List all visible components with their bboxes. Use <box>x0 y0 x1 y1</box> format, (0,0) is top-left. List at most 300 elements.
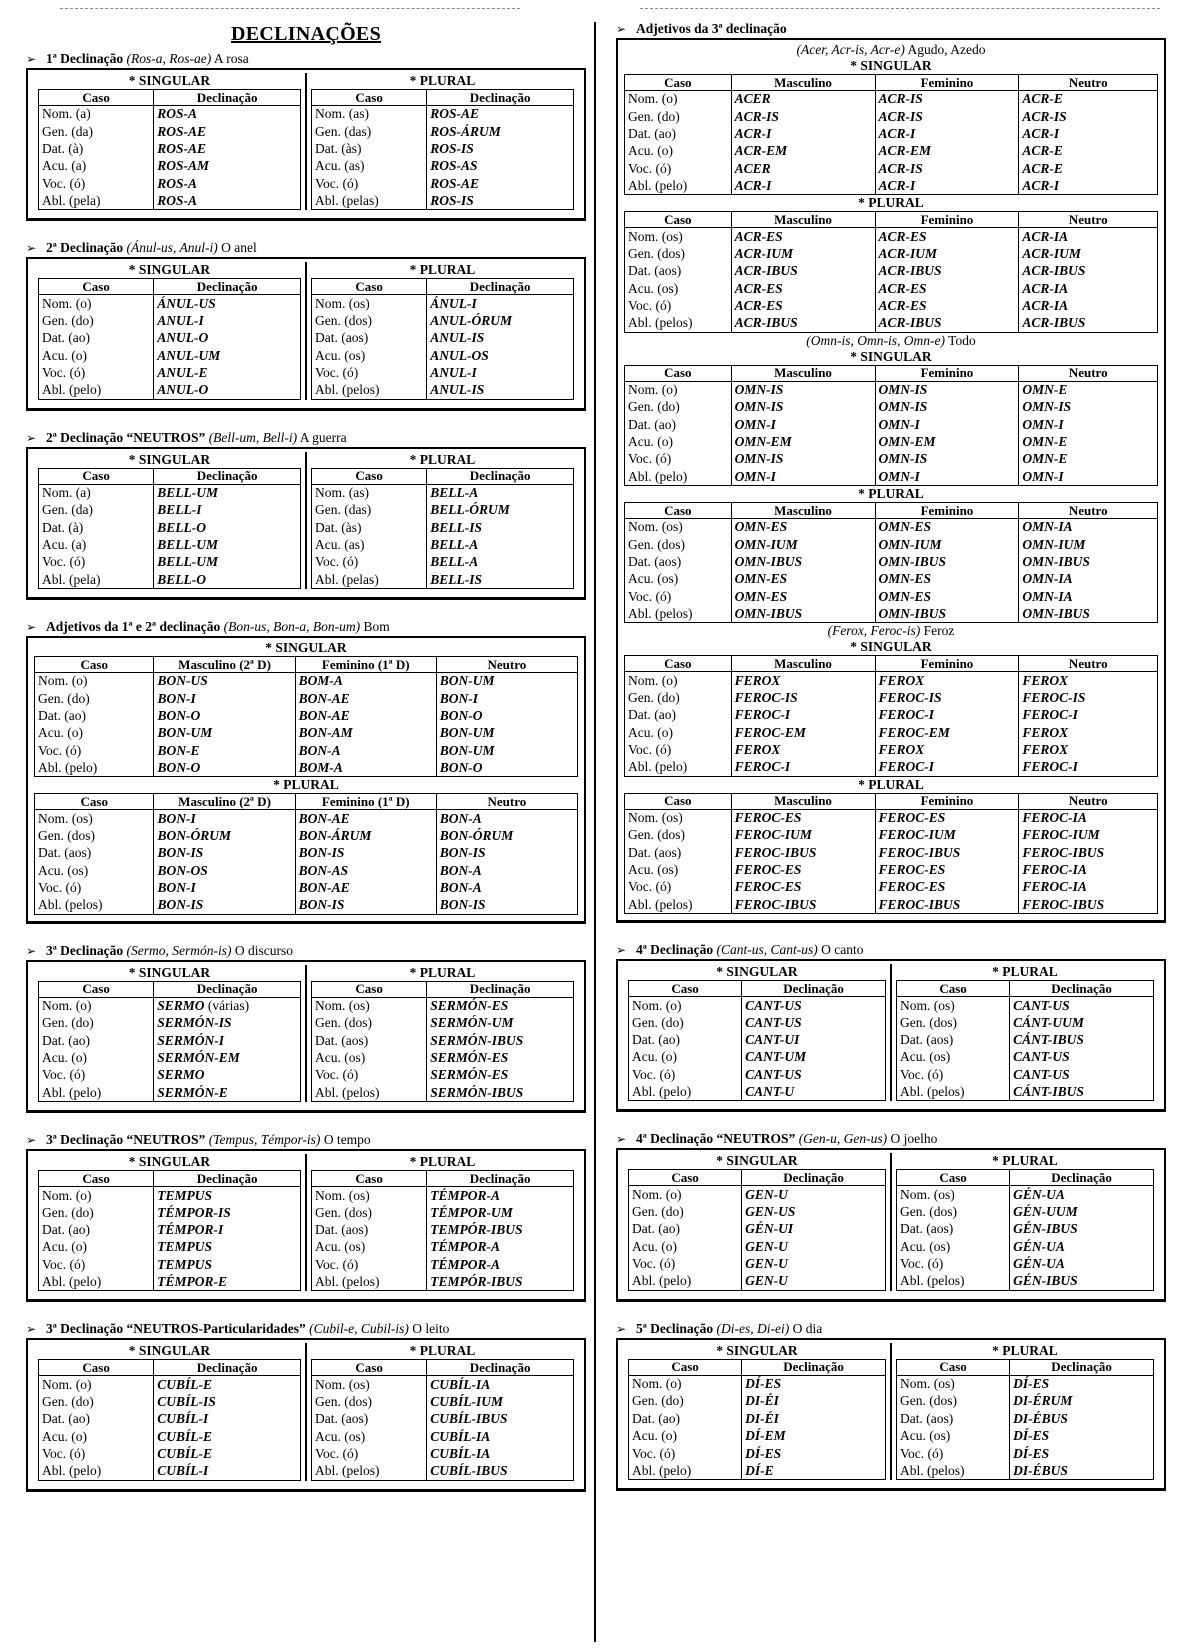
adjective-box <box>26 636 586 924</box>
table-row <box>312 140 574 157</box>
form-cell: DI-ÉI <box>742 1393 886 1410</box>
table-row <box>629 1255 886 1272</box>
col-header: Caso <box>625 212 732 228</box>
form-cell: OMN-IS <box>1019 399 1158 416</box>
section-adj12 <box>26 618 586 924</box>
section-d5 <box>616 1320 1166 1491</box>
number-label: * PLURAL <box>409 451 476 467</box>
col-header-declinacao: Declinação <box>1010 1170 1154 1186</box>
table-row <box>312 1445 574 1462</box>
plural-half <box>892 964 1158 1101</box>
form-cell: OMN-E <box>1019 433 1158 450</box>
page-title: DECLINAÇÕES <box>231 23 381 45</box>
form-cell: CANT-US <box>742 1014 886 1031</box>
table-row <box>897 1203 1154 1220</box>
case-cell: Nom. (o) <box>39 1376 154 1393</box>
case-cell: Voc. (ó) <box>625 160 732 177</box>
table-row <box>897 1066 1154 1083</box>
form-cell: ACR-IBUS <box>875 263 1019 280</box>
col-header: Feminino <box>875 212 1019 228</box>
form-cell: OMN-IS <box>731 381 875 398</box>
plural-half <box>307 452 578 589</box>
top-scan-line-right <box>640 8 1160 9</box>
number-label: * PLURAL <box>992 1153 1058 1169</box>
col-header-declinacao: Declinação <box>154 981 301 997</box>
singular-plural-pair <box>34 262 578 399</box>
spacer <box>616 1306 1166 1320</box>
number-label: * PLURAL <box>409 1343 476 1359</box>
case-cell: Gen. (do) <box>625 108 732 125</box>
table-row <box>625 827 1158 844</box>
form-cell: TÉMPOR-A <box>427 1187 574 1204</box>
table-row <box>39 1428 301 1445</box>
declension-name: 2ª Declinação <box>46 240 124 256</box>
form-cell: ACR-EM <box>731 143 875 160</box>
form-cell: CANT-US <box>742 997 886 1014</box>
table-row <box>625 297 1158 314</box>
case-table <box>311 981 574 1102</box>
number-label: * SINGULAR <box>716 964 798 980</box>
case-cell: Gen. (dos) <box>312 1015 427 1032</box>
table-row <box>312 1256 574 1273</box>
case-cell: Voc. (ó) <box>39 1256 154 1273</box>
form-cell: FEROC-ES <box>875 879 1019 896</box>
singular-table <box>38 452 301 589</box>
form-cell: CÁNT-IBUS <box>1010 1084 1154 1101</box>
case-cell: Dat. (ao) <box>35 707 154 724</box>
adjective-subheading <box>624 42 1158 58</box>
form-cell: ANUL-IS <box>427 382 574 399</box>
declension-box <box>26 68 586 221</box>
col-header-declinacao: Declinação <box>742 1359 886 1375</box>
declension-meaning: O canto <box>821 942 864 958</box>
case-cell: Abl. (pelos) <box>625 605 732 622</box>
form-cell: GÉN-UA <box>1010 1186 1154 1203</box>
section-heading <box>616 1130 1166 1148</box>
case-cell: Abl. (pelo) <box>39 1274 154 1291</box>
column-divider <box>594 22 596 1642</box>
col-header: Feminino <box>875 656 1019 672</box>
singular-plural-pair <box>624 964 1158 1101</box>
table-row <box>35 707 578 724</box>
table-row <box>312 382 574 399</box>
table-row <box>312 1428 574 1445</box>
bullet-arrow-icon: ➢ <box>616 1132 627 1147</box>
table-row <box>39 1393 301 1410</box>
case-cell: Acu. (os) <box>312 1049 427 1066</box>
table-row <box>629 1066 886 1083</box>
col-header: Neutro <box>1019 212 1158 228</box>
declension-name: Adjetivos da 3ª declinação <box>636 21 787 36</box>
case-cell: Acu. (os) <box>312 1239 427 1256</box>
table-row <box>629 1462 886 1479</box>
case-cell: Voc. (ó) <box>39 554 154 571</box>
table-row <box>312 330 574 347</box>
case-cell: Nom. (os) <box>35 810 154 827</box>
declension-box <box>26 1149 586 1302</box>
form-cell: OMN-ES <box>875 519 1019 536</box>
form-cell: ACR-E <box>1019 143 1158 160</box>
form-cell: BON-IS <box>154 845 295 862</box>
declension-box <box>616 1338 1166 1491</box>
form-cell: SERMÓN-ES <box>427 1049 574 1066</box>
form-cell: FEROC-ES <box>731 861 875 878</box>
spacer <box>26 1496 586 1510</box>
form-cell: OMN-I <box>731 416 875 433</box>
case-cell: Dat. (aos) <box>35 845 154 862</box>
table-row <box>39 1015 301 1032</box>
form-cell: CANT-US <box>742 1066 886 1083</box>
form-cell: ACR-IUM <box>731 245 875 262</box>
declension-meaning: Bom <box>363 619 390 635</box>
form-cell: FEROX <box>1019 724 1158 741</box>
form-cell: FEROX <box>875 672 1019 689</box>
table-header-row <box>625 656 1158 672</box>
col-header-declinacao: Declinação <box>154 279 301 295</box>
table-row <box>625 844 1158 861</box>
case-cell: Gen. (do) <box>625 689 732 706</box>
table-row <box>312 1411 574 1428</box>
singular-table <box>38 965 301 1102</box>
table-header-row <box>39 279 301 295</box>
table-row <box>312 1015 574 1032</box>
bullet-arrow-icon: ➢ <box>26 620 37 635</box>
singular-half <box>624 964 892 1101</box>
singular-table <box>38 1343 301 1480</box>
table-row <box>39 1463 301 1480</box>
form-cell: OMN-IBUS <box>875 553 1019 570</box>
table-row <box>39 295 301 312</box>
case-cell: Acu. (o) <box>625 143 732 160</box>
section-heading <box>26 239 586 257</box>
form-cell: ANUL-I <box>427 364 574 381</box>
form-cell: ACR-ES <box>731 280 875 297</box>
case-cell: Acu. (o) <box>625 724 732 741</box>
col-header: Neutro <box>1019 656 1158 672</box>
table-row <box>39 1274 301 1291</box>
case-table <box>311 89 574 210</box>
form-cell: OMN-IBUS <box>875 605 1019 622</box>
case-cell: Nom. (os) <box>897 997 1010 1014</box>
singular-table <box>628 1153 886 1290</box>
case-cell: Voc. (ó) <box>312 175 427 192</box>
case-cell: Nom. (o) <box>39 1187 154 1204</box>
plural-table <box>311 262 574 399</box>
table-row <box>625 809 1158 826</box>
case-cell: Acu. (o) <box>35 725 154 742</box>
case-cell: Nom. (os) <box>312 1376 427 1393</box>
case-cell: Voc. (ó) <box>897 1255 1010 1272</box>
table-row <box>35 845 578 862</box>
table-row <box>39 347 301 364</box>
form-cell: BELL-O <box>154 519 301 536</box>
form-cell: CUBÍL-I <box>154 1463 301 1480</box>
form-cell: FEROC-EM <box>731 724 875 741</box>
table-row <box>625 571 1158 588</box>
bullet-arrow-icon: ➢ <box>26 1133 37 1148</box>
col-header-declinacao: Declinação <box>427 90 574 106</box>
plural-half <box>307 1343 578 1480</box>
form-cell: OMN-ES <box>731 519 875 536</box>
declension-forms: (Gen-u, Gen-us) <box>798 1131 888 1147</box>
case-cell: Gen. (do) <box>625 399 732 416</box>
form-cell: ROS-AM <box>154 158 301 175</box>
case-cell: Dat. (às) <box>312 140 427 157</box>
case-cell: Voc. (ó) <box>897 1066 1010 1083</box>
table-row <box>35 862 578 879</box>
singular-half <box>34 1343 307 1480</box>
table-row <box>625 108 1158 125</box>
declension-forms: (Tempus, Témpor-is) <box>208 1132 321 1148</box>
table-row <box>39 140 301 157</box>
case-cell: Gen. (da) <box>39 502 154 519</box>
case-cell: Abl. (pelos) <box>897 1084 1010 1101</box>
section-d2n <box>26 429 586 600</box>
case-cell: Abl. (pelos) <box>312 1084 427 1101</box>
form-cell: CUBÍL-IA <box>427 1428 574 1445</box>
singular-table <box>38 73 301 210</box>
case-cell: Dat. (aos) <box>625 844 732 861</box>
singular-half <box>34 73 307 210</box>
form-cell: OMN-I <box>731 468 875 485</box>
section-heading <box>26 429 586 447</box>
col-header-caso: Caso <box>39 1171 154 1187</box>
form-cell: TÉMPOR-A <box>427 1256 574 1273</box>
case-cell: Acu. (o) <box>629 1427 742 1444</box>
form-cell: ACR-ES <box>875 297 1019 314</box>
form-cell: ACER <box>731 160 875 177</box>
table-header-row <box>625 365 1158 381</box>
form-cell: ACR-IBUS <box>1019 315 1158 332</box>
form-cell: FEROC-ES <box>731 879 875 896</box>
table-row <box>625 399 1158 416</box>
col-header: Caso <box>625 365 732 381</box>
number-label: * PLURAL <box>992 964 1058 980</box>
table-row <box>897 1462 1154 1479</box>
table-row <box>897 1273 1154 1290</box>
case-cell: Voc. (ó) <box>625 741 732 758</box>
table-header-row <box>39 981 301 997</box>
form-cell: FEROC-IA <box>1019 809 1158 826</box>
table-row <box>625 143 1158 160</box>
form-cell: BON-IS <box>295 845 436 862</box>
table-header-row <box>625 793 1158 809</box>
case-cell: Gen. (do) <box>629 1014 742 1031</box>
form-cell: FEROX <box>1019 672 1158 689</box>
case-cell: Dat. (ao) <box>625 707 732 724</box>
case-table <box>628 980 886 1101</box>
form-cell: BELL-A <box>427 536 574 553</box>
case-cell: Gen. (dos) <box>312 312 427 329</box>
form-cell: ACR-ES <box>731 297 875 314</box>
number-label: * PLURAL <box>858 776 924 792</box>
form-cell: ANUL-OS <box>427 347 574 364</box>
singular-table <box>628 1343 886 1480</box>
form-cell: OMN-ES <box>875 588 1019 605</box>
form-cell: ANUL-O <box>154 330 301 347</box>
case-table <box>311 278 574 399</box>
form-cell: FEROC-IBUS <box>1019 844 1158 861</box>
case-cell: Voc. (ó) <box>629 1255 742 1272</box>
col-header: Neutro <box>436 794 577 810</box>
table-header-row <box>625 212 1158 228</box>
col-header-declinacao: Declinação <box>427 981 574 997</box>
case-cell: Voc. (ó) <box>312 1445 427 1462</box>
form-cell: BON-ÁRUM <box>295 827 436 844</box>
table-row <box>625 536 1158 553</box>
adjective-subheading <box>624 333 1158 349</box>
table-row <box>35 690 578 707</box>
case-cell: Dat. (às) <box>312 519 427 536</box>
number-label: * PLURAL <box>409 1154 476 1170</box>
case-cell: Abl. (pelo) <box>625 468 732 485</box>
case-cell: Abl. (pelos) <box>625 315 732 332</box>
col-header: Neutro <box>1019 365 1158 381</box>
section-heading <box>26 618 586 636</box>
case-cell: Dat. (ao) <box>39 330 154 347</box>
singular-plural-pair <box>34 452 578 589</box>
form-cell: FEROC-I <box>1019 759 1158 776</box>
form-cell: OMN-I <box>1019 416 1158 433</box>
table-row <box>39 536 301 553</box>
case-cell: Acu. (o) <box>39 347 154 364</box>
form-cell: SERMÓN-IBUS <box>427 1084 574 1101</box>
form-cell: BON-AE <box>295 879 436 896</box>
table-row <box>312 1187 574 1204</box>
case-table <box>311 1170 574 1291</box>
form-cell: ÁNUL-US <box>154 295 301 312</box>
form-cell: ACR-ES <box>875 228 1019 245</box>
plural-half <box>892 1153 1158 1290</box>
table-row <box>39 1049 301 1066</box>
col-header: Caso <box>35 794 154 810</box>
col-header-caso: Caso <box>312 981 427 997</box>
form-cell: CÁNT-IBUS <box>1010 1031 1154 1048</box>
case-cell: Gen. (dos) <box>35 827 154 844</box>
col-header: Neutro <box>1019 793 1158 809</box>
case-cell: Dat. (à) <box>39 519 154 536</box>
form-cell: TEMPUS <box>154 1187 301 1204</box>
case-table <box>628 1169 886 1290</box>
case-cell: Dat. (ao) <box>629 1031 742 1048</box>
declension-meaning: O discurso <box>234 942 294 958</box>
section-heading <box>616 1320 1166 1338</box>
form-cell: ACR-IA <box>1019 228 1158 245</box>
col-header-declinacao: Declinação <box>1010 1359 1154 1375</box>
col-header-declinacao: Declinação <box>154 1171 301 1187</box>
section-d3n <box>26 1131 586 1302</box>
form-cell: FEROC-IA <box>1019 879 1158 896</box>
col-header: Masculino <box>731 656 875 672</box>
section-heading <box>616 20 1166 38</box>
case-cell: Acu. (os) <box>35 862 154 879</box>
case-cell: Voc. (ó) <box>312 364 427 381</box>
table-row <box>39 554 301 571</box>
declension-forms: (Sermo, Sermón-is) <box>126 942 232 958</box>
section-heading <box>26 1131 586 1149</box>
adjective-table <box>624 655 1158 776</box>
case-cell: Nom. (o) <box>39 997 154 1014</box>
table-row <box>625 759 1158 776</box>
top-scan-line-left <box>60 8 520 9</box>
table-row <box>625 315 1158 332</box>
table-header-row <box>629 981 886 997</box>
form-cell: DI-ÉBUS <box>1010 1410 1154 1427</box>
form-note: (várias) <box>207 998 250 1014</box>
table-row <box>312 158 574 175</box>
case-cell: Dat. (aos) <box>625 553 732 570</box>
declension-forms: (Ros-a, Ros-ae) <box>126 51 212 66</box>
adjective-forms: (Acer, Acr-is, Acr-e) <box>796 42 905 57</box>
case-cell: Voc. (ó) <box>39 175 154 192</box>
table-row <box>39 997 301 1014</box>
col-header: Masculino <box>731 793 875 809</box>
form-cell: FEROC-ES <box>875 809 1019 826</box>
number-label: * PLURAL <box>273 777 339 793</box>
form-cell: DI-ÉBUS <box>1010 1462 1154 1479</box>
form-cell: BELL-UM <box>154 484 301 501</box>
case-table <box>311 1359 574 1480</box>
form-cell: BELL-A <box>427 554 574 571</box>
case-cell: Nom. (o) <box>625 381 732 398</box>
table-row <box>625 263 1158 280</box>
case-cell: Abl. (pelos) <box>897 1462 1010 1479</box>
case-cell: Abl. (pelos) <box>625 896 732 913</box>
section-heading <box>26 1320 586 1338</box>
table-header-row <box>897 1170 1154 1186</box>
table-row <box>312 347 574 364</box>
table-row <box>625 160 1158 177</box>
number-label: * SINGULAR <box>128 73 211 88</box>
form-cell: BON-O <box>154 759 295 776</box>
form-cell: BON-UM <box>154 725 295 742</box>
form-cell: ROS-IS <box>427 192 574 209</box>
form-cell: FEROX <box>1019 741 1158 758</box>
table-row <box>312 554 574 571</box>
case-cell: Gen. (dos) <box>312 1393 427 1410</box>
form-cell: OMN-EM <box>875 433 1019 450</box>
col-header-declinacao: Declinação <box>427 1360 574 1376</box>
table-row <box>39 1204 301 1221</box>
case-table <box>38 981 301 1102</box>
form-cell: BON-E <box>154 742 295 759</box>
form-cell: ACR-IS <box>875 108 1019 125</box>
form-cell: BELL-IS <box>427 571 574 588</box>
form-cell: FEROC-IA <box>1019 861 1158 878</box>
form-cell: ACR-I <box>875 177 1019 194</box>
case-table <box>38 1170 301 1291</box>
table-row <box>625 879 1158 896</box>
form-cell: FEROC-ES <box>731 809 875 826</box>
table-row <box>39 1376 301 1393</box>
case-cell: Acu. (o) <box>629 1238 742 1255</box>
table-row <box>625 741 1158 758</box>
number-label: * PLURAL <box>409 964 476 980</box>
case-cell: Voc. (ó) <box>625 588 732 605</box>
table-row <box>312 106 574 123</box>
table-header-row <box>625 75 1158 91</box>
table-row <box>35 827 578 844</box>
form-cell: BON-I <box>154 879 295 896</box>
table-row <box>629 1375 886 1392</box>
form-cell: CUBÍL-E <box>154 1445 301 1462</box>
table-row <box>35 742 578 759</box>
form-cell: DÍ-E <box>742 1462 886 1479</box>
bullet-arrow-icon: ➢ <box>26 52 37 66</box>
form-cell: OMN-I <box>875 468 1019 485</box>
form-cell: SERMÓN-EM <box>154 1049 301 1066</box>
declension-box <box>26 1338 586 1491</box>
